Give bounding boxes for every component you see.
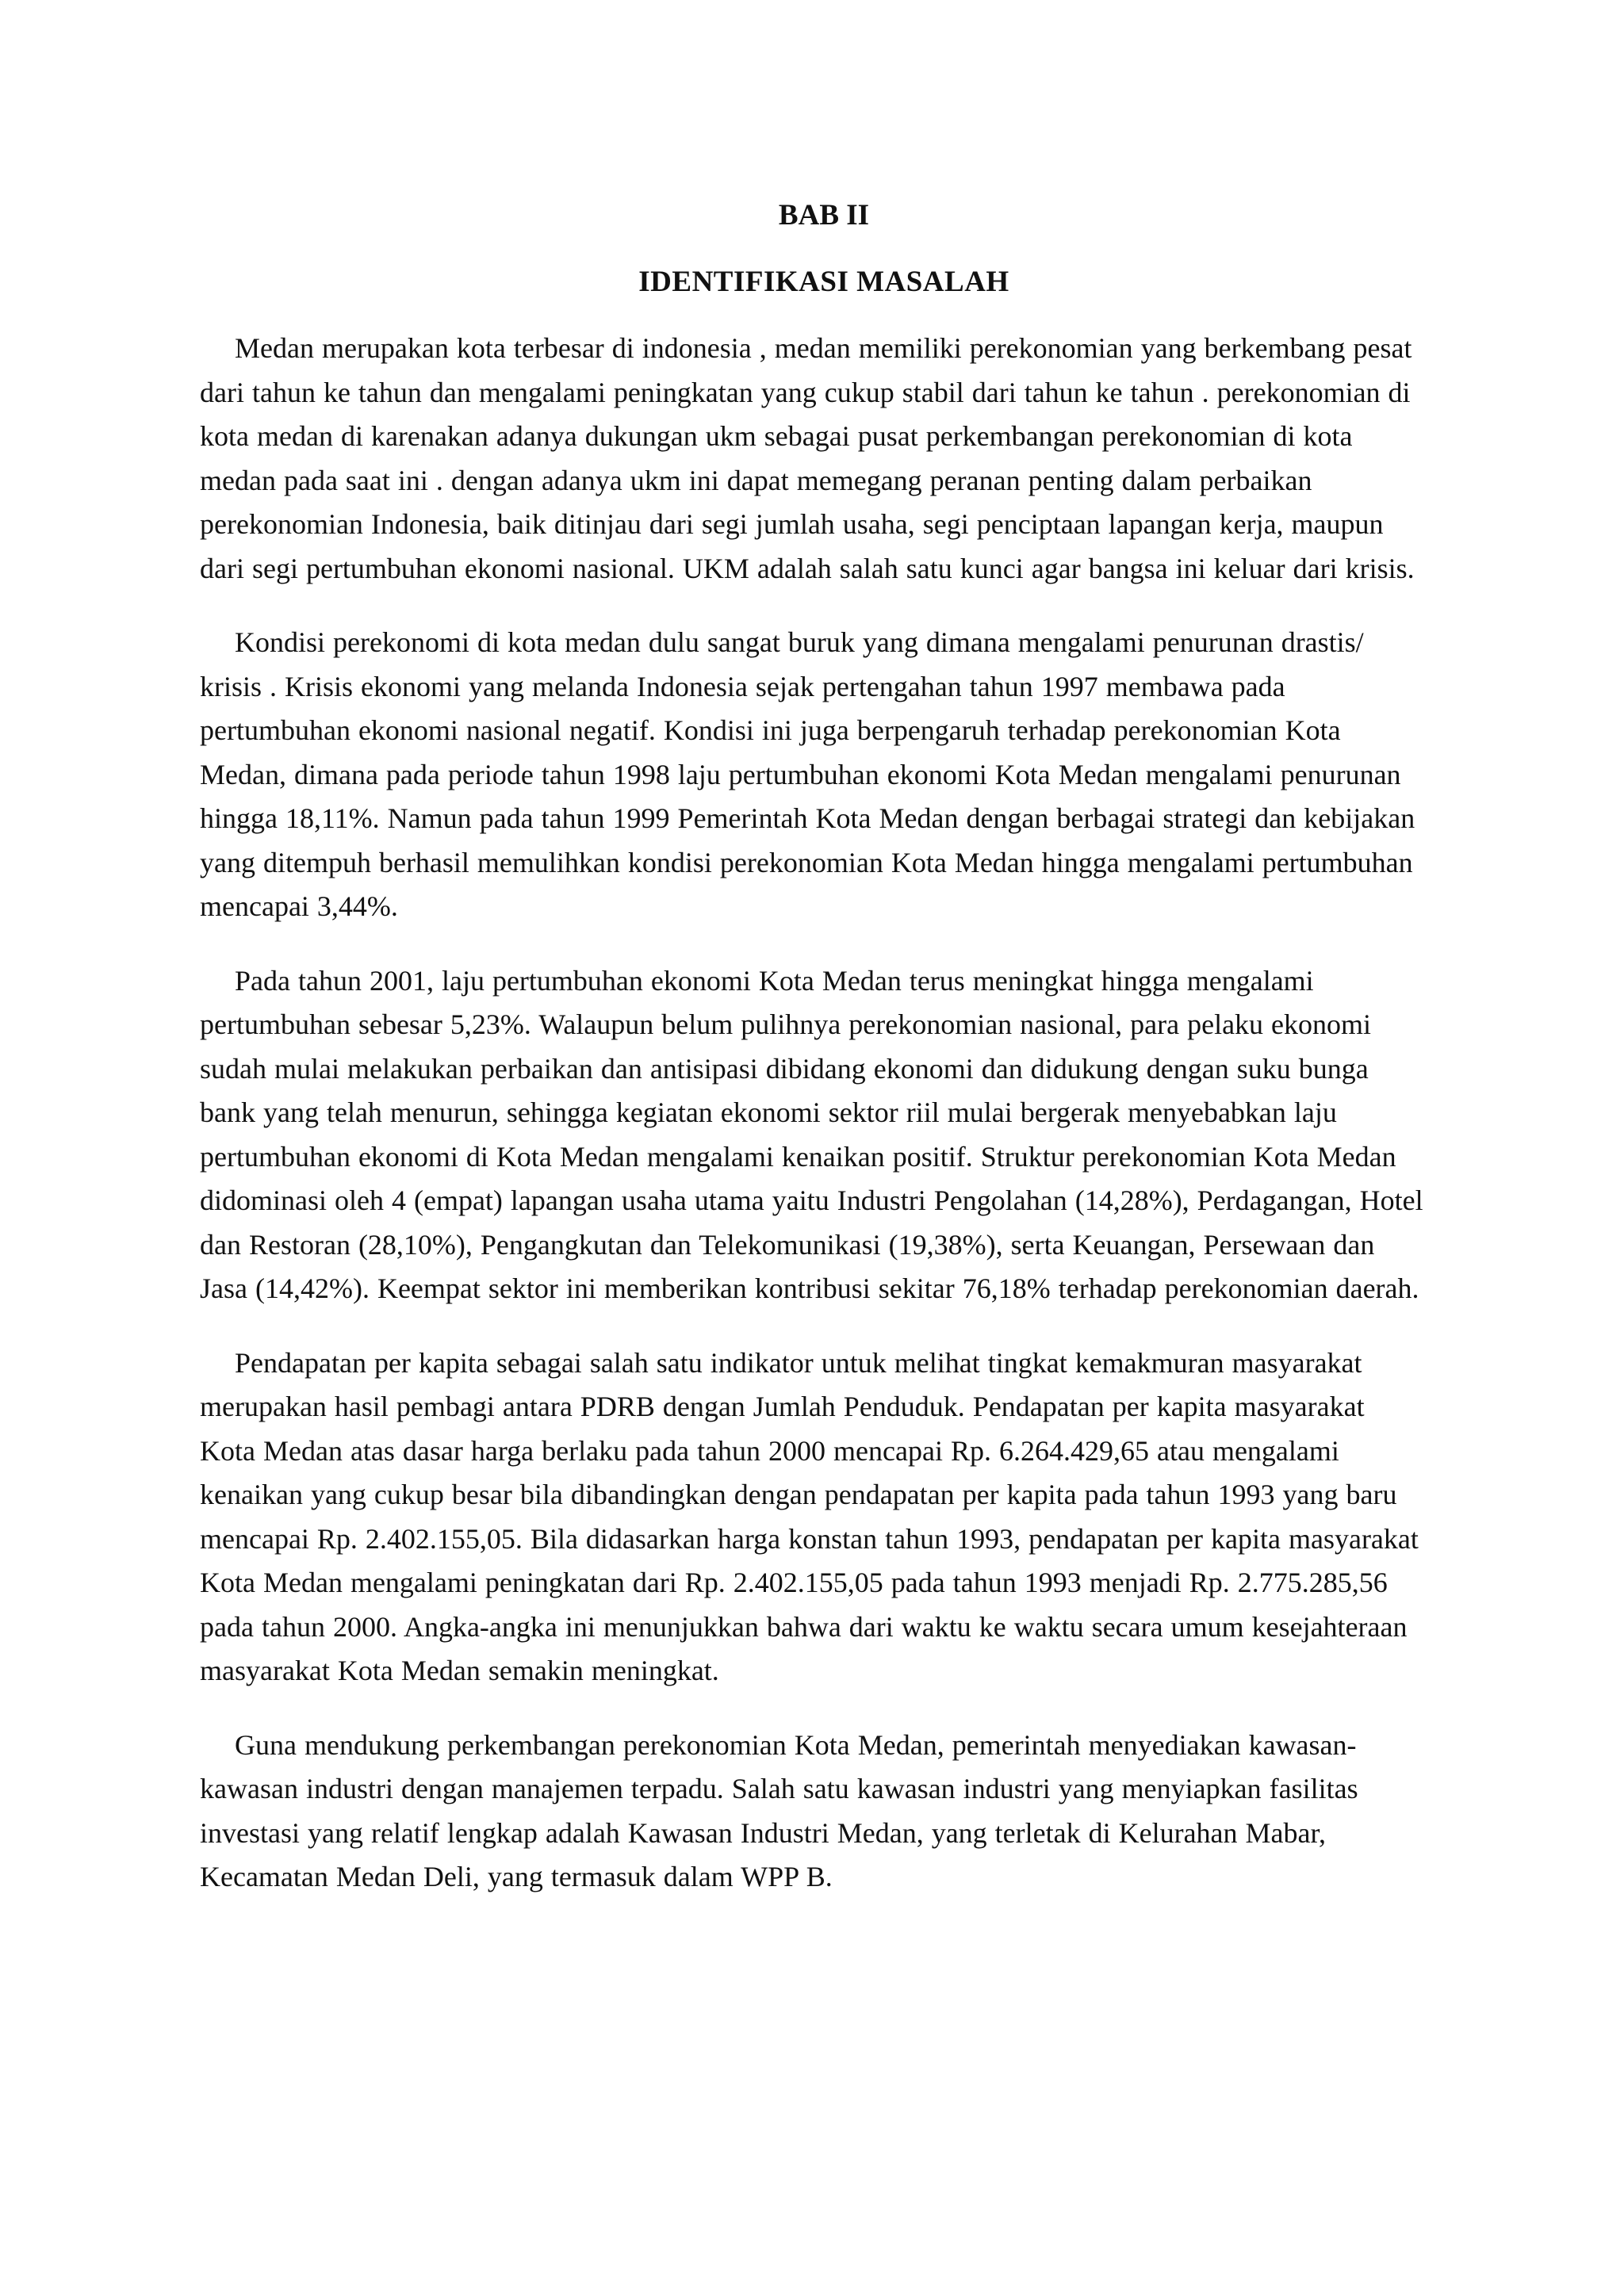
paragraph-4: Pendapatan per kapita sebagai salah satu indikator untuk melihat tingkat kemakmuran masyarakat merupakan hasil pembagi antara PDRB dengan Jumlah Penduduk. Pendapatan per kapita masyarakat Kota Medan atas dasar harga berlaku pada tahun 2000 mencapai Rp. 6.264.429,65 atau mengalami kenaikan yang cukup besar bila dibandingkan dengan pendapatan per kapita pada tahun 1993 yang baru mencapai Rp. 2.402.155,05. Bila didasarkan harga konstan tahun 1993, pendapatan per kapita masyarakat Kota Medan mengalami peningkatan dari Rp. 2.402.155,05 pada tahun 1993 menjadi Rp. 2.775.285,56 pada tahun 2000. Angka-angka ini menunjukkan bahwa dari waktu ke waktu secara umum kesejahteraan masyarakat Kota Medan semakin meningkat.: [200, 1346, 1419, 1686]
paragraph-2: Kondisi perekonomi di kota medan dulu sangat buruk yang dimana mengalami penurunan drastis/ krisis . Krisis ekonomi yang melanda Indonesia sejak pertengahan tahun 1997 membawa pada pertumbuhan ekonomi nasional negatif. Kondisi ini juga berpengaruh terhadap perekonomian Kota Medan, dimana pada periode tahun 1998 laju pertumbuhan ekonomi Kota Medan mengalami penurunan hingga 18,11%. Namun pada tahun 1999 Pemerintah Kota Medan dengan berbagai strategi dan kebijakan yang ditempuh berhasil memulihkan kondisi perekonomian Kota Medan hingga mengalami pertumbuhan mencapai 3,44%.: [200, 626, 1415, 922]
paragraph-5: Guna mendukung perkembangan perekonomian Kota Medan, pemerintah menyediakan kawasan-kawasan industri dengan manajemen terpadu. Salah satu kawasan industri yang menyiapkan fasilitas investasi yang relatif lengkap adalah Kawasan Industri Medan, yang terletak di Kelurahan Mabar, Kecamatan Medan Deli, yang termasuk dalam WPP B.: [200, 1728, 1358, 1892]
body-text: [200, 327, 1426, 1900]
paragraph-3: Pada tahun 2001, laju pertumbuhan ekonomi Kota Medan terus meningkat hingga mengalami pertumbuhan sebesar 5,23%. Walaupun belum pulihnya perekonomian nasional, para pelaku ekonomi sudah mulai melakukan perbaikan dan antisipasi dibidang ekonomi dan didukung dengan suku bunga bank yang telah menurun, sehingga kegiatan ekonomi sektor riil mulai bergerak menyebabkan laju pertumbuhan ekonomi di Kota Medan mengalami kenaikan positif. Struktur perekonomian Kota Medan didominasi oleh 4 (empat) lapangan usaha utama yaitu Industri Pengolahan (14,28%), Perdagangan, Hotel dan Restoran (28,10%), Pengangkutan dan Telekomunikasi (19,38%), serta Keuangan, Persewaan dan Jasa (14,42%). Keempat sektor ini memberikan kontribusi sekitar 76,18% terhadap perekonomian daerah.: [200, 964, 1423, 1304]
chapter-heading: BAB II: [778, 199, 870, 232]
paragraph-1: Medan merupakan kota terbesar di indonesia , medan memiliki perekonomian yang berkembang pesat dari tahun ke tahun dan mengalami peningkatan yang cukup stabil dari tahun ke tahun . perekonomian di kota medan di karenakan adanya dukungan ukm sebagai pusat perkembangan perekonomian di kota medan pada saat ini . dengan adanya ukm ini dapat memegang peranan penting dalam perbaikan perekonomian Indonesia, baik ditinjau dari segi jumlah usaha, segi penciptaan lapangan kerja, maupun dari segi pertumbuhan ekonomi nasional. UKM adalah salah satu kunci agar bangsa ini keluar dari krisis.: [200, 332, 1415, 584]
chapter-title: IDENTIFIKASI MASALAH: [638, 266, 1009, 298]
page-content: [200, 190, 1426, 1930]
